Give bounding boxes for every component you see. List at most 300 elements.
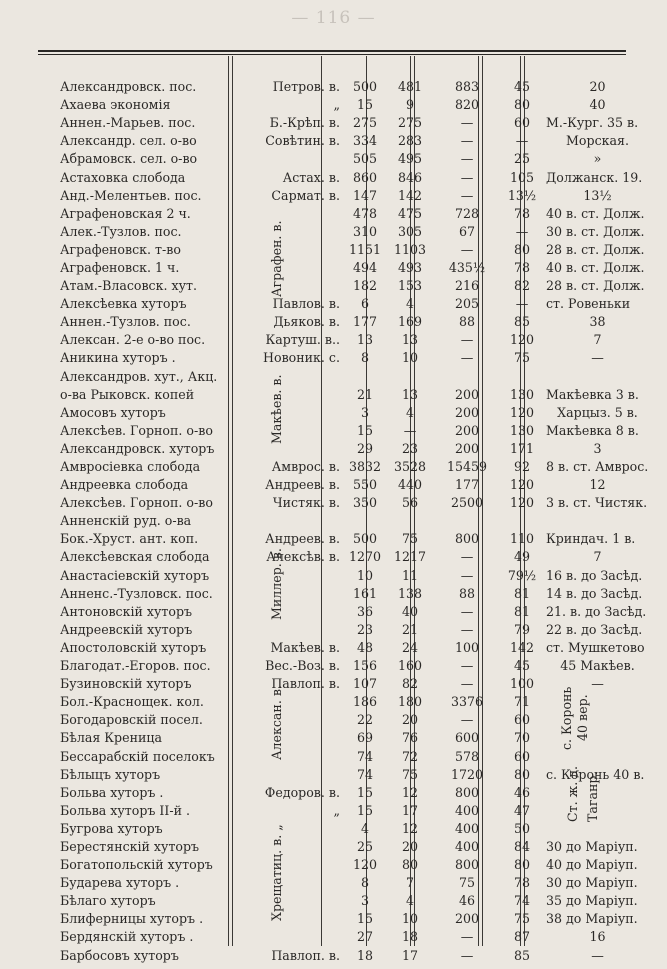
volost-cell	[252, 874, 343, 892]
distance-cell: 50	[513, 820, 531, 836]
table-row	[40, 422, 649, 440]
table-row	[40, 802, 649, 820]
volost-cell	[252, 259, 343, 277]
top-rule-secondary	[38, 54, 626, 55]
station-cell: 30 в. ст. Долж.	[546, 223, 645, 239]
distance-cell: 47	[513, 802, 531, 818]
volost-cell: Дьяков. в.	[273, 314, 340, 330]
value-cell-1: 1270	[348, 549, 382, 565]
table-row	[40, 585, 649, 603]
distance-cell: 70	[513, 730, 531, 746]
value-cell-1: 74	[356, 766, 374, 782]
table-row	[40, 78, 649, 96]
value-cell-2: 10	[401, 350, 419, 366]
value-cell-1: 27	[356, 929, 374, 945]
table-row	[40, 404, 649, 422]
value-cell-3: —	[460, 712, 474, 728]
value-cell-2: 82	[401, 676, 419, 692]
station-cell	[543, 820, 649, 838]
value-cell-1: 22	[356, 712, 374, 728]
volost-cell	[252, 277, 343, 295]
distance-cell	[501, 512, 543, 530]
station-cell: 7	[593, 332, 602, 348]
station-cell: 12	[589, 477, 606, 493]
value-cell-2: 13	[401, 386, 419, 402]
volost-cell	[252, 205, 343, 223]
station-cell	[543, 747, 649, 765]
volost-cell	[252, 404, 343, 422]
settlement-name: Алексан. 2-е о-во пос.	[60, 332, 206, 348]
value-cell-2: 17	[401, 947, 419, 963]
value-cell-1: 275	[352, 115, 378, 131]
value-cell-2: 1217	[393, 549, 427, 565]
volost-cell: Астах. в.	[282, 169, 340, 185]
settlement-name: Анненскій руд. о-ва	[60, 513, 192, 529]
value-cell-2: 23	[401, 440, 419, 456]
distance-cell: 130	[509, 386, 535, 402]
distance-cell: 171	[509, 440, 535, 456]
table-row	[40, 567, 649, 585]
value-cell-3: 400	[454, 802, 480, 818]
value-cell-3: —	[460, 621, 474, 637]
distance-cell	[501, 368, 543, 386]
value-cell-1: 29	[356, 440, 374, 456]
station-cell: Криндач. 1 в.	[546, 531, 636, 547]
value-cell-2: 169	[397, 314, 423, 330]
volost-cell	[252, 585, 343, 603]
value-cell-2: 495	[397, 151, 423, 167]
value-cell-1: 186	[352, 694, 378, 710]
station-cell: 7	[593, 549, 602, 565]
settlement-name: Астаховка слобода	[60, 169, 186, 185]
station-cell: 40 в. ст. Долж.	[546, 205, 645, 221]
table-row	[40, 693, 649, 711]
table-row	[40, 241, 649, 259]
station-cell: ст. Мушкетово	[546, 639, 645, 655]
table-row	[40, 277, 649, 295]
value-cell-2: 493	[397, 259, 423, 275]
value-cell-1: 15	[356, 97, 374, 113]
value-cell-1: 6	[360, 296, 369, 312]
value-cell-2: 180	[397, 694, 423, 710]
value-cell-1: 156	[352, 658, 378, 674]
table-row	[40, 331, 649, 349]
value-cell-2: 275	[397, 115, 423, 131]
settlement-name: Алексѣев. Горноп. о-во	[60, 495, 213, 511]
distance-cell: 45	[513, 658, 531, 674]
volost-cell	[252, 856, 343, 874]
volost-cell	[252, 820, 343, 838]
distance-cell: 45	[513, 79, 531, 95]
volost-cell: Чистяк. в.	[272, 495, 340, 511]
value-cell-1: 350	[352, 495, 378, 511]
volost-cell: Федоров. в.	[264, 784, 340, 800]
settlement-name: Богодаровскій посел.	[60, 712, 203, 728]
value-cell-3: 200	[454, 404, 480, 420]
volost-cell: Алексѣв. в.	[266, 549, 340, 565]
value-cell-3: 100	[454, 639, 480, 655]
value-cell-1: 8	[360, 875, 369, 891]
settlement-name: Бузиновскій хуторъ	[60, 676, 192, 692]
station-cell	[543, 368, 649, 386]
distance-cell: 81	[513, 603, 531, 619]
settlement-name: Атам.-Власовск. хут.	[60, 278, 197, 294]
value-cell-3: 400	[454, 820, 480, 836]
station-cell: —	[591, 676, 604, 692]
distance-cell: 60	[513, 115, 531, 131]
volost-cell	[252, 747, 343, 765]
volost-cell	[252, 910, 343, 928]
table-row	[40, 621, 649, 639]
volost-cell	[252, 892, 343, 910]
station-cell: 38	[589, 314, 606, 330]
distance-cell: 110	[509, 531, 535, 547]
value-cell-1: 334	[352, 133, 378, 149]
distance-cell: 142	[509, 639, 535, 655]
value-cell-2: 24	[401, 639, 419, 655]
distance-cell: 105	[509, 169, 535, 185]
distance-cell: 78	[513, 205, 531, 221]
settlement-name: Александровск. хуторъ	[60, 440, 215, 456]
value-cell-2: 75	[401, 531, 419, 547]
station-cell: 30 до Маріуп.	[546, 838, 638, 854]
value-cell-1: 505	[352, 151, 378, 167]
distance-cell: 92	[513, 459, 531, 475]
station-cell: 40	[589, 97, 606, 113]
table-row	[40, 675, 649, 693]
station-cell: —	[591, 947, 604, 963]
settlement-name: Блиферницы хуторъ .	[60, 911, 204, 927]
value-cell-2: —	[403, 422, 417, 438]
settlement-name: Ахаева экономія	[60, 97, 171, 113]
volost-cell	[252, 223, 343, 241]
settlement-name: Бударева хуторъ .	[60, 875, 180, 891]
value-cell-3: 2500	[450, 495, 484, 511]
value-cell-1: 21	[356, 386, 374, 402]
volost-cell	[252, 368, 343, 386]
value-cell-2	[387, 368, 433, 386]
distance-cell: 13½	[507, 187, 537, 203]
value-cell-3: 88	[458, 314, 476, 330]
table-row	[40, 784, 649, 802]
value-cell-1: 69	[356, 730, 374, 746]
value-cell-2: 481	[397, 79, 423, 95]
vertical-label-koron: с. Коронь	[559, 686, 574, 750]
distance-cell: 25	[513, 151, 531, 167]
value-cell-3: —	[460, 151, 474, 167]
station-cell: 13½	[583, 187, 612, 203]
value-cell-2: 283	[397, 133, 423, 149]
station-cell: 3 в. ст. Чистяк.	[546, 495, 648, 511]
table-row	[40, 838, 649, 856]
station-cell: »	[593, 151, 602, 167]
table-row	[40, 114, 649, 132]
volost-cell	[252, 440, 343, 458]
table-row	[40, 874, 649, 892]
value-cell-1: 860	[352, 169, 378, 185]
table-row	[40, 530, 649, 548]
distance-cell: 75	[513, 911, 531, 927]
value-cell-3: 600	[454, 730, 480, 746]
value-cell-1: 550	[352, 477, 378, 493]
table-row	[40, 512, 649, 530]
distance-cell: 80	[513, 766, 531, 782]
value-cell-3: —	[460, 567, 474, 583]
volost-cell	[252, 693, 343, 711]
settlement-name: Алексѣев. Горноп. о-во	[60, 422, 213, 438]
value-cell-2: 76	[401, 730, 419, 746]
value-cell-1	[343, 512, 387, 530]
table-row	[40, 349, 649, 367]
value-cell-3: —	[460, 603, 474, 619]
value-cell-2: 138	[397, 585, 423, 601]
settlement-name: Алек.-Тузлов. пос.	[60, 223, 182, 239]
table-row	[40, 295, 649, 313]
station-cell: 40 в. ст. Долж.	[546, 259, 645, 275]
value-cell-1: 107	[352, 676, 378, 692]
volost-cell: Андреев. в.	[265, 477, 340, 493]
station-cell: 35 до Маріуп.	[546, 893, 638, 909]
value-cell-1: 8	[360, 350, 369, 366]
table-row	[40, 548, 649, 566]
volost-cell	[252, 567, 343, 585]
value-cell-2: 846	[397, 169, 423, 185]
value-cell-1: 36	[356, 603, 374, 619]
table-row	[40, 96, 649, 114]
station-cell: Должанск. 19.	[546, 169, 643, 185]
value-cell-2: 72	[401, 748, 419, 764]
value-cell-1: 15	[356, 911, 374, 927]
value-cell-3: 578	[454, 748, 480, 764]
station-cell: 14 в. до Засѣд.	[546, 585, 643, 601]
value-cell-3: 200	[454, 911, 480, 927]
distance-cell: 130	[509, 422, 535, 438]
value-cell-3: 15459	[446, 459, 488, 475]
table-row	[40, 440, 649, 458]
value-cell-1: 48	[356, 639, 374, 655]
value-cell-3: 177	[454, 477, 480, 493]
settlement-name: Алексѣевка хуторъ	[60, 296, 187, 312]
value-cell-3: 200	[454, 386, 480, 402]
value-cell-1: 23	[356, 621, 374, 637]
value-cell-2: 20	[401, 838, 419, 854]
value-cell-1	[343, 368, 387, 386]
value-cell-3: 800	[454, 531, 480, 547]
settlement-name: Барбосовъ хуторъ	[60, 947, 179, 963]
value-cell-3	[433, 512, 501, 530]
distance-cell: 85	[513, 947, 531, 963]
value-cell-3: 400	[454, 838, 480, 854]
value-cell-3: —	[460, 133, 474, 149]
value-cell-1: 13	[356, 332, 374, 348]
station-cell: Макѣевка 8 в.	[546, 422, 639, 438]
settlement-name: Бугрова хуторъ	[60, 820, 163, 836]
station-cell: 21. в. до Засѣд.	[546, 603, 647, 619]
distance-cell: 120	[509, 332, 535, 348]
value-cell-1: 3832	[348, 459, 382, 475]
distance-cell: 80	[513, 241, 531, 257]
settlement-name: Александровск. пос.	[60, 79, 197, 95]
value-cell-2: 9	[405, 97, 414, 113]
value-cell-3: 205	[454, 296, 480, 312]
volost-cell	[252, 711, 343, 729]
value-cell-2: 17	[401, 802, 419, 818]
volost-cell	[252, 766, 343, 784]
value-cell-2: 20	[401, 712, 419, 728]
station-cell: 38 до Маріуп.	[546, 911, 638, 927]
value-cell-3: 1720	[450, 766, 484, 782]
table-row	[40, 711, 649, 729]
station-cell: М.-Кург. 35 в.	[546, 115, 639, 131]
settlement-name: Бѣлая Креница	[60, 730, 162, 746]
table-row	[40, 313, 649, 331]
value-cell-3: —	[460, 187, 474, 203]
value-cell-3: 3376	[450, 694, 484, 710]
settlement-name: Аникина хуторъ .	[60, 350, 176, 366]
distance-cell: 120	[509, 404, 535, 420]
distance-cell: 84	[513, 838, 531, 854]
value-cell-1: 15	[356, 784, 374, 800]
value-cell-1: 161	[352, 585, 378, 601]
settlement-name: Аграфеновск. т-во	[60, 241, 181, 257]
value-cell-2: 56	[401, 495, 419, 511]
value-cell-1: 494	[352, 259, 378, 275]
volost-cell	[252, 386, 343, 404]
distance-cell: 49	[513, 549, 531, 565]
value-cell-2: 4	[405, 296, 414, 312]
station-cell: Макѣевка 3 в.	[546, 386, 639, 402]
settlement-name: Александров. хут., Акц.	[60, 368, 218, 384]
table-row	[40, 168, 649, 186]
station-cell: с. Коронь 40 в.	[546, 766, 645, 782]
distance-cell: 78	[513, 259, 531, 275]
value-cell-1: 500	[352, 79, 378, 95]
value-cell-3: 435½	[448, 259, 486, 275]
value-cell-1: 310	[352, 223, 378, 239]
volost-cell	[252, 729, 343, 747]
volost-cell: Амврос. в.	[271, 459, 340, 475]
settlement-name: Бессарабскій поселокъ	[60, 748, 215, 764]
station-cell: ст. Ровеньки	[546, 296, 631, 312]
value-cell-2: 7	[405, 875, 414, 891]
value-cell-2: 12	[401, 820, 419, 836]
value-cell-3: —	[460, 929, 474, 945]
distance-cell: 120	[509, 495, 535, 511]
settlement-name: Андреевка слобода	[60, 477, 189, 493]
vertical-label-aleksan: Алексан. в.	[269, 685, 284, 760]
settlement-name: Александр. сел. о-во	[60, 133, 197, 149]
top-rule	[38, 50, 626, 52]
value-cell-3: 75	[458, 875, 476, 891]
volost-cell: Б.-Крѣп. в.	[269, 115, 340, 131]
vertical-label-makeev: Макѣев. в.	[269, 374, 284, 444]
value-cell-3: —	[460, 241, 474, 257]
value-cell-3: —	[460, 350, 474, 366]
value-cell-1: 478	[352, 205, 378, 221]
distance-cell: 81	[513, 585, 531, 601]
value-cell-2: 12	[401, 784, 419, 800]
value-cell-3: 883	[454, 79, 480, 95]
value-cell-1: 500	[352, 531, 378, 547]
distance-cell: 71	[513, 694, 531, 710]
value-cell-2: 21	[401, 621, 419, 637]
table-row	[40, 928, 649, 946]
distance-cell: 46	[513, 784, 531, 800]
value-cell-1: 1151	[348, 241, 382, 257]
value-cell-2: 10	[401, 911, 419, 927]
volost-cell: Картуш. в..	[265, 332, 340, 348]
value-cell-2: 142	[397, 187, 423, 203]
value-cell-1: 177	[352, 314, 378, 330]
station-cell: 30 до Маріуп.	[546, 875, 638, 891]
volost-cell	[252, 241, 343, 259]
table-row	[40, 729, 649, 747]
value-cell-3: —	[460, 549, 474, 565]
volost-cell: Макѣев. в.	[270, 639, 340, 655]
settlement-name: Больва хуторъ II-й .	[60, 802, 191, 818]
settlement-name: Благодат.-Егоров. пос.	[60, 658, 211, 674]
value-cell-2: 305	[397, 223, 423, 239]
settlement-name: Больва хуторъ .	[60, 784, 164, 800]
value-cell-2: 11	[401, 567, 419, 583]
value-cell-3: 88	[458, 585, 476, 601]
table-row	[40, 223, 649, 241]
volost-cell: Павлов. в.	[272, 296, 340, 312]
table-row	[40, 639, 649, 657]
value-cell-3: 800	[454, 784, 480, 800]
value-cell-3: 200	[454, 440, 480, 456]
vertical-label-taganrog: Таганр.	[585, 771, 600, 822]
station-cell: Морская.	[566, 133, 629, 149]
table-row	[40, 856, 649, 874]
station-cell	[543, 512, 649, 530]
table-row	[40, 132, 649, 150]
station-cell: —	[591, 350, 604, 366]
value-cell-2: 440	[397, 477, 423, 493]
table-row	[40, 820, 649, 838]
table-row	[40, 187, 649, 205]
station-cell: 3	[593, 440, 602, 456]
value-cell-2: 18	[401, 929, 419, 945]
value-cell-2: 40	[401, 603, 419, 619]
table-row	[40, 386, 649, 404]
value-cell-2: 475	[397, 205, 423, 221]
settlement-name: Апостоловскій хуторъ	[60, 639, 207, 655]
volost-cell: „	[333, 97, 340, 113]
volost-cell: „	[333, 802, 340, 818]
value-cell-2: 4	[405, 893, 414, 909]
table-row	[40, 494, 649, 512]
station-cell: 22 в. до Засѣд.	[546, 621, 643, 637]
value-cell-1: 15	[356, 422, 374, 438]
station-cell: 28 в. ст. Долж.	[546, 278, 645, 294]
volost-cell	[252, 603, 343, 621]
distance-cell: 87	[513, 929, 531, 945]
value-cell-3: 216	[454, 278, 480, 294]
station-cell: 28 в. ст. Долж.	[546, 241, 645, 257]
value-cell-2	[387, 512, 433, 530]
value-cell-1: 147	[352, 187, 378, 203]
value-cell-1: 15	[356, 802, 374, 818]
volost-cell: Вес.-Воз. в.	[265, 658, 340, 674]
vertical-label-koron-distance: 40 вер.	[575, 694, 590, 741]
table-row	[40, 150, 649, 168]
volost-cell	[252, 422, 343, 440]
value-cell-1: 3	[360, 893, 369, 909]
value-cell-2: 3528	[393, 459, 427, 475]
value-cell-1: 18	[356, 947, 374, 963]
table-row	[40, 368, 649, 386]
